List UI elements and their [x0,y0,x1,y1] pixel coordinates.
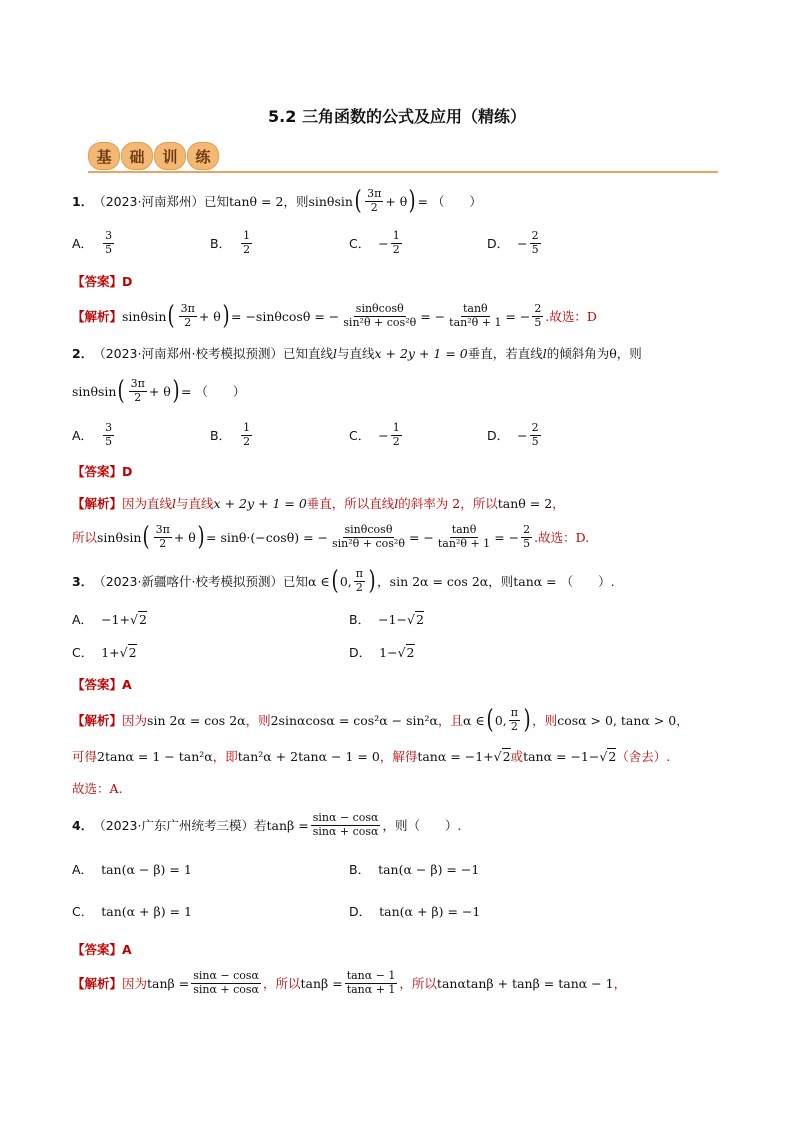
q3-solution-end: 故选：A. [72,781,123,796]
q3-answer: 【答案】 A [72,676,132,692]
banner-char: 基 [88,142,120,170]
q1-option-b: B． $\frac{1}{2}$ [210,229,251,256]
q1-option-c: C． − $\frac{1}{2}$ [349,229,400,256]
q2-stem: 2． （2023·河南郑州·校考模拟预测） 已知直线 l 与直线 x + 2y + 1 = 0 垂直，若直线 l 的倾斜角为 θ ，则 [72,345,642,361]
q3-option-d: D． 1− √ 2 [349,644,415,660]
q4-option-c: C． tan(α + β) = 1 [72,903,192,919]
q1-blank: = （ ） [417,194,482,210]
q2-option-a: A． $\frac{3}{5}$ [72,421,113,448]
banner-char: 础 [121,142,153,170]
fraction: $\frac{1}{2}$ [243,229,251,256]
q1-source: （2023·河南郑州） [93,194,204,210]
q3-stem: 3． （2023·新疆喀什·校考模拟预测） 已知 α ∈ ( 0, $\frac{\pi}{2}$ ) ， sin 2α = cos 2α ，则 tanα = （ ）. [72,566,615,597]
q1-answer: 【答案】 D [72,273,133,289]
q4-option-a: A． tan(α − β) = 1 [72,861,192,877]
q1-text: ，则 [283,194,309,210]
q4-answer: 【答案】 A [72,941,132,957]
section-banner [88,142,220,170]
page-title: 5.2 三角函数的公式及应用（精练） [268,107,526,126]
q1-number: 1． [72,194,94,210]
q4-option-b: B． tan(α − β) = −1 [349,861,480,877]
q1-text: 已知 [204,194,230,210]
fraction: $\frac{3}{5}$ [105,229,113,256]
q1-expr: + θ [385,193,408,209]
banner-char: 训 [154,142,186,170]
q1-option-a: A． $\frac{3}{5}$ [72,229,113,256]
q2-option-b: B． $\frac{1}{2}$ [210,421,251,448]
q4-solution: 【解析】 因为 tanβ = $\frac{\sin\alpha - \cos\alpha}{\sin\alpha + \cos\alpha}$ ，所以 tanβ = $\frac{\tan\alpha - 1}{\tan\alpha + 1}$ ，所以 tanαtanβ + tanβ = tanα − 1 ， [72,969,627,996]
banner-char: 练 [187,142,219,170]
q1-expr: sinθsin [308,193,353,209]
q4-option-d: D． tan(α + β) = −1 [349,903,481,919]
banner-divider [88,171,718,173]
q2-solution: 【解析】 因为直线 l 与直线 x + 2y + 1 = 0 垂直，所以直线 l 的斜率为 2，所以 tanθ = 2 ， [72,495,565,511]
q3-option-b: B． −1− √ 2 [349,611,424,627]
q2-option-c: C． − $\frac{1}{2}$ [349,421,400,448]
q1-condition: tanθ = 2 [229,193,284,209]
q3-option-c: C． 1+ √ 2 [72,644,137,660]
q3-option-a: A． −1+ √ 2 [72,611,147,627]
fraction: $\frac{3\pi}{2}$ [367,187,382,214]
paren: ) [408,186,416,217]
q4-stem: 4． （2023·广东广州统考三模） 若 tanβ = $\frac{\sin\alpha - \cos\alpha}{\sin\alpha + \cos\alpha}$ ，则（ ）. [72,811,462,838]
q1-stem [72,186,482,217]
q2-answer: 【答案】 D [72,463,133,479]
q2-stem-cont: sinθsin ( $\frac{3\pi}{2}$ + θ ) = （ ） [72,376,246,407]
fraction: $\frac{2}{5}$ [531,229,539,256]
q1-option-d: D． − $\frac{2}{5}$ [487,229,539,256]
q2-solution-cont: 所以 sinθsin ( $\frac{3\pi}{2}$ + θ ) = sinθ·(−cosθ) = − $\frac{\sin\theta\cos\theta}{\text{sin²θ + cos²θ}}$ = − $\frac{\tan\theta}{\text{tan²θ + 1}}$ = − $\frac{2}{5}$ .故选：D. [72,522,590,553]
paren: ( [354,186,362,217]
q2-option-d: D． − $\frac{2}{5}$ [487,421,539,448]
fraction: $\frac{1}{2}$ [392,229,400,256]
q1-solution: 【解析】 sinθsin ( $\frac{3\pi}{2}$ + θ ) = −sinθcosθ = − $\frac{\sin\theta\cos\theta}{\text{sin²θ + cos²θ}}$ = − $\frac{\tan\theta}{\text{tan²θ + 1}}$ = − $\frac{2}{5}$ .故选：D [72,301,597,332]
q3-solution-cont: 可得 2tanα = 1 − tan²α ，即 tan²α + 2tanα − 1 = 0 ，解得 tanα = −1+ √ 2 或 tanα = −1− √ 2 （舍去）. [72,748,671,764]
q3-solution: 【解析】 因为 sin 2α = cos 2α ，则 2sinαcosα = cos²α − sin²α ，且 α ∈ ( 0, $\frac{\pi}{2}$ ) ，则 cosα > 0, tanα > 0 ， [72,705,689,736]
